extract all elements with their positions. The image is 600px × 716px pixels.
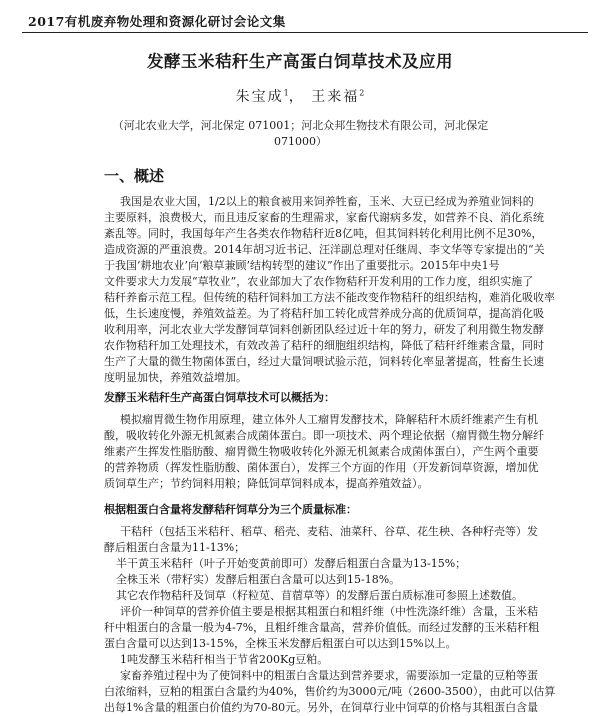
body-line: 模拟瘤胃微生物作用原理，建立体外人工瘤胃发酵技术，降解秸秆木质纤维素产生有机: [120, 413, 538, 426]
body-line: 农作物秸秆加工处理技术，有效改善了秸秆的细胞组织结构，降低了秸秆纤维素含量，同时: [104, 339, 544, 352]
body-line: 秆中粗蛋白的含量一般为4-7%，且粗纤维含量高，营养价值低。而经过发酵的玉米秸秆粗: [104, 621, 540, 634]
running-header: 2017有机废弃物处理和资源化研讨会论文集: [28, 14, 286, 29]
body-line: 生产了大量的微生物菌体蛋白，经过大量饲喂试验示范，饲料转化率显著提高，牲畜生长速: [104, 355, 544, 368]
author-separator: ，: [288, 89, 305, 105]
author-affil-mark: 2: [359, 88, 365, 98]
body-line: 1吨发酵玉米秸秆相当于节省200Kg豆粕。: [120, 653, 329, 666]
body-line: 低，生长速度慢，养殖效益差。为了将秸秆加工转化成营养成分高的优质饲草，提高消化吸: [104, 307, 544, 320]
body-line: 维素产生挥发性脂肪酸、瘤胃微生物吸收转化外源无机氮素合成菌体蛋白），产生两个重要: [104, 445, 539, 458]
body-line: 出每1%含量的粗蛋白价值约为70-80元。另外，在饲草行业中饲草的价格与其粗蛋白含量: [104, 701, 539, 714]
section-heading: 一、概述: [104, 167, 165, 185]
author-affil-mark: 1: [283, 88, 289, 98]
body-line: 家畜养殖过程中为了使饲料中的粗蛋白含量达到营养要求，需要添加一定量的豆粕等蛋: [120, 669, 538, 682]
authors: [0, 86, 600, 106]
body-line: 全株玉米（带籽实）发酵后粗蛋白含量可以达到15-18%。: [116, 573, 401, 586]
author-name: 王来福: [311, 89, 360, 105]
body-line: 造成资源的严重浪费。2014年胡习近书记、汪洋副总理对任继周、李文华等专家提出的“关: [104, 243, 545, 256]
body-line: 蛋白含量可以达到13-15%，全株玉米发酵后粗蛋白可以达到15%以上。: [104, 637, 457, 650]
paper-title: 发酵玉米秸秆生产高蛋白饲草技术及应用: [147, 52, 453, 71]
body-line: 文件要求大力发展“草牧业”，农业部加大了农作物秸秆开发利用的工作力度，组织实施了: [104, 275, 534, 288]
body-line: 质饲草生产；节约饲料用粮；降低饲草饲料成本，提高养殖效益）。: [104, 477, 429, 490]
body-line: 半干黄玉米秸秆（叶子开始变黄前即可）发酵后粗蛋白含量为13-15%；: [116, 557, 467, 570]
affiliation-line: 071000）: [274, 135, 327, 148]
affiliation: [108, 118, 493, 150]
header-rule: [22, 32, 588, 33]
body-line: 主要原料，浪费极大，而且违反家畜的生理需求，家畜代谢病多发，如营养不良、消化系统: [104, 211, 544, 224]
body-line: 白浓缩料，豆粕的粗蛋白含量约为40%，售价约为3000元/吨（2600-3500），由此可以估算: [104, 685, 556, 698]
body-line: 度明显加快，养殖效益增加。: [104, 371, 247, 384]
author-name: 朱宝成: [235, 89, 284, 105]
subheading: 发酵玉米秸秆生产高蛋白饲草技术可以概括为：: [104, 391, 335, 404]
body-line: 酵后粗蛋白含量为11-13%；: [104, 541, 246, 554]
affiliation-line: （河北农业大学，河北保定 071001；河北众邦生物技术有限公司，河北保定: [112, 119, 489, 132]
body-line: 其它农作物秸秆及饲草（籽粒苋、苜蓿草等）的发酵后蛋白质标准可参照上述数值。: [116, 589, 523, 602]
body-line: 评价一种饲草的营养价值主要是根据其粗蛋白和粗纤维（中性洗涤纤维）含量，玉米秸: [120, 605, 538, 618]
body-line: 于我国‘耕地农业’向‘粮草兼顾’结构转型的建议”作出了重要批示。2015年中央1号: [104, 259, 500, 272]
body-line: 我国是农业大国，1/2以上的粮食被用来饲养牲畜，玉米、大豆已经成为养殖业饲料的: [120, 195, 534, 208]
subheading: 根据粗蛋白含量将发酵秸秆饲草分为三个质量标准：: [104, 503, 357, 516]
body-line: 紊乱等。同时，我国每年产生各类农作物秸秆近8亿吨，但其饲料转化利用比例不足30%，: [104, 227, 543, 240]
body-line: 秸秆养畜示范工程。但传统的秸秆饲料加工方法不能改变作物秸秆的组织结构，难消化吸收率: [104, 291, 555, 304]
body-line: 酸，吸收转化外源无机氮素合成菌体蛋白。即一项技术、两个理论依据（瘤胃微生物分解纤: [104, 429, 544, 442]
body-line: 收利用率，河北农业大学发酵饲草饲料创新团队经过近十年的努力，研发了利用微生物发酵: [104, 323, 544, 336]
body-line: 干秸秆（包括玉米秸秆、稻草、稻壳、麦秸、油菜秆、谷草、花生秧、各种籽壳等）发: [120, 525, 538, 538]
body-line: 的营养物质（挥发性脂肪酸、菌体蛋白），发挥三个方面的作用（开发新饲草资源，增加优: [104, 461, 539, 474]
